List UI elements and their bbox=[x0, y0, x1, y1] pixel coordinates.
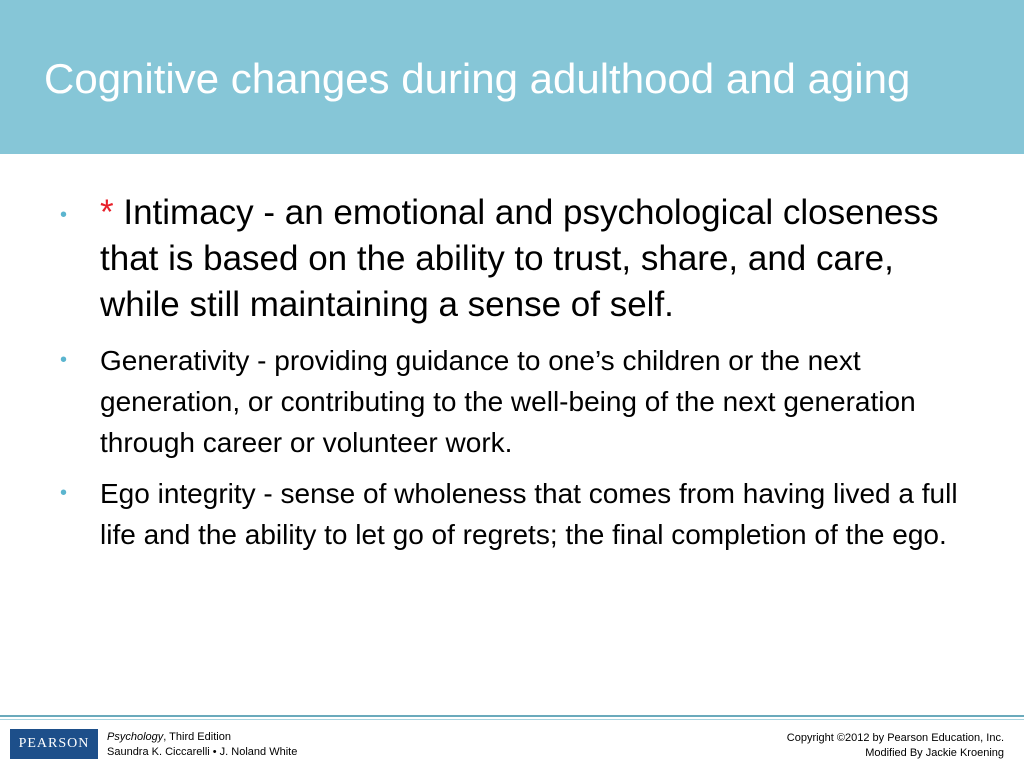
bullet-list bbox=[60, 190, 960, 565]
bullet-text: Intimacy - an emotional and psychological closeness that is based on the ability to trust, share, and care, while still maintaining a sense of self. bbox=[100, 193, 939, 324]
footer-divider-light bbox=[0, 719, 1024, 720]
footer-divider bbox=[0, 715, 1024, 717]
bullet-intimacy bbox=[60, 190, 940, 328]
book-info bbox=[107, 730, 297, 760]
bullet-marker: • bbox=[60, 349, 68, 371]
book-title-line bbox=[107, 730, 297, 745]
book-title: Psychology bbox=[107, 731, 164, 743]
copyright-text: Copyright ©2012 by Pearson Education, Inc. bbox=[786, 732, 1004, 744]
title-bar bbox=[0, 0, 1024, 154]
bullet-ego-integrity bbox=[60, 473, 960, 555]
slide-title: Cognitive changes during adulthood and aging bbox=[44, 55, 911, 102]
logo-text: PEARSON bbox=[18, 736, 90, 751]
bullet-text: Ego integrity - sense of wholeness that comes from having lived a full life and the ability to let go of regrets; the final completion of the ego. bbox=[100, 478, 958, 550]
bullet-generativity bbox=[60, 340, 970, 463]
book-authors: Saundra K. Ciccarelli • J. Noland White bbox=[107, 746, 298, 758]
bullet-marker: • bbox=[60, 482, 68, 504]
pearson-logo bbox=[10, 729, 98, 759]
modified-by-text: Modified By Jackie Kroening bbox=[865, 747, 1004, 759]
asterisk-mark: * bbox=[100, 193, 124, 232]
bullet-marker: • bbox=[60, 204, 68, 226]
copyright-block bbox=[787, 731, 1004, 761]
bullet-text: Generativity - providing guidance to one’s children or the next generation, or contributing to the well-being of the next generation through career or volunteer work. bbox=[100, 345, 916, 458]
book-edition: , Third Edition bbox=[163, 731, 231, 743]
